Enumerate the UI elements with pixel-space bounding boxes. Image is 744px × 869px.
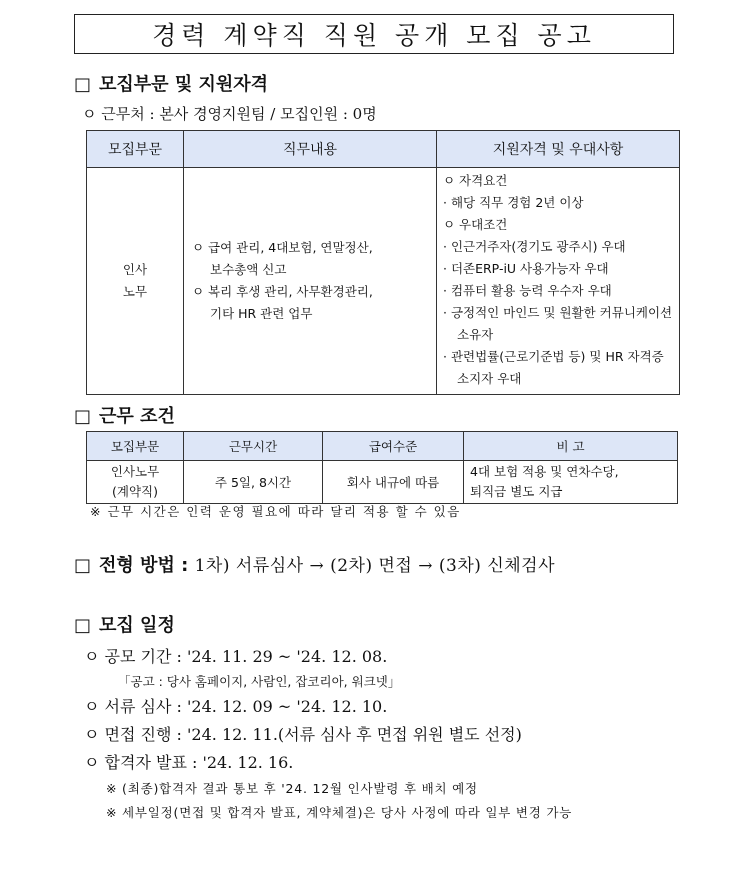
- qualifications-cell: [437, 168, 680, 395]
- schedule-interview: ㅇ 면접 진행 : '24. 12. 11.(서류 심사 후 면접 위원 별도 선정): [84, 725, 522, 744]
- header-dept: 모집부문: [87, 131, 184, 168]
- note-cell: [464, 461, 678, 504]
- qual-line: 소지자 우대: [457, 371, 522, 386]
- qual-line: · 컴퓨터 활용 능력 우수자 우대: [443, 283, 612, 298]
- conditions-footnote: ※ 근무 시간은 인력 운영 필요에 따라 달리 적용 할 수 있음: [90, 504, 461, 519]
- section-recruit-title: 모집부문 및 지원자격: [99, 74, 269, 95]
- dept-line: 인사: [122, 262, 148, 277]
- schedule-screening: ㅇ 서류 심사 : '24. 12. 09 ~ '24. 12. 10.: [84, 697, 388, 716]
- section-selection-heading: [74, 551, 555, 577]
- qual-line: · 해당 직무 경험 2년 이상: [443, 195, 584, 210]
- schedule-period-note: 「공고 : 당사 홈페이지, 사람인, 잡코리아, 워크넷」: [118, 674, 401, 689]
- checkbox-square-icon: □: [74, 555, 92, 576]
- recruit-table: [86, 130, 680, 395]
- salary-cell: 회사 내규에 따름: [323, 461, 464, 504]
- section-recruit-heading: [74, 70, 268, 96]
- qual-line: ㅇ 우대조건: [443, 217, 508, 232]
- duty-line: 기타 HR 관련 업무: [210, 306, 313, 321]
- qual-line: 소유자: [457, 327, 494, 342]
- conditions-table: [86, 431, 678, 504]
- duty-line: 보수총액 신고: [210, 262, 287, 277]
- qual-line: · 관련법률(근로기준법 등) 및 HR 자격증: [443, 349, 664, 364]
- section-selection-title: 전형 방법 :: [99, 555, 189, 576]
- checkbox-square-icon: □: [74, 615, 92, 636]
- checkbox-square-icon: □: [74, 406, 92, 427]
- section-conditions-heading: [74, 402, 175, 428]
- duties-cell: [184, 168, 437, 395]
- qual-line: · 긍정적인 마인드 및 원활한 커뮤니케이션: [443, 305, 673, 320]
- note-line: 4대 보험 적용 및 연차수당,: [470, 464, 619, 479]
- header-note: 비 고: [464, 432, 678, 461]
- section-schedule-heading: [74, 611, 175, 637]
- header-salary: 급여수준: [323, 432, 464, 461]
- conditions-dept-cell: [87, 461, 184, 504]
- checkbox-square-icon: □: [74, 74, 92, 95]
- schedule-note-1: ※ (최종)합격자 결과 통보 후 '24. 12월 인사발령 후 배치 예정: [106, 781, 478, 796]
- dept-cell: [87, 168, 184, 395]
- schedule-announce: ㅇ 합격자 발표 : '24. 12. 16.: [84, 753, 294, 772]
- schedule-period: ㅇ 공모 기간 : '24. 11. 29 ~ '24. 12. 08.: [84, 647, 388, 666]
- header-hours: 근무시간: [184, 432, 323, 461]
- header-duties: 직무내용: [184, 131, 437, 168]
- duty-line: ㅇ 복리 후생 관리, 사무환경관리,: [192, 284, 373, 299]
- dept-line: (계약직): [112, 484, 158, 499]
- dept-line: 인사노무: [110, 464, 160, 479]
- dept-line: 노무: [122, 284, 148, 299]
- section-conditions-title: 근무 조건: [99, 406, 175, 427]
- hours-cell: 주 5일, 8시간: [184, 461, 323, 504]
- selection-steps: 1차) 서류심사 → (2차) 면접 → (3차) 신체검사: [194, 556, 556, 576]
- qual-line: · 더존ERP-iU 사용가능자 우대: [443, 261, 609, 276]
- header-qualifications: 지원자격 및 우대사항: [437, 131, 680, 168]
- schedule-note-2: ※ 세부일정(면접 및 합격자 발표, 계약체결)은 당사 사정에 따라 일부 변경 가능: [106, 805, 573, 820]
- section-schedule-title: 모집 일정: [99, 615, 175, 636]
- duty-line: ㅇ 급여 관리, 4대보험, 연말정산,: [192, 240, 373, 255]
- page-title: 경력 계약직 직원 공개 모집 공고: [74, 14, 674, 54]
- workplace-line: ㅇ 근무처 : 본사 경영지원팀 / 모집인원 : 0명: [82, 105, 377, 123]
- header-dept: 모집부문: [87, 432, 184, 461]
- qual-line: · 인근거주자(경기도 광주시) 우대: [443, 239, 626, 254]
- note-line: 퇴직금 별도 지급: [470, 484, 563, 499]
- qual-line: ㅇ 자격요건: [443, 173, 508, 188]
